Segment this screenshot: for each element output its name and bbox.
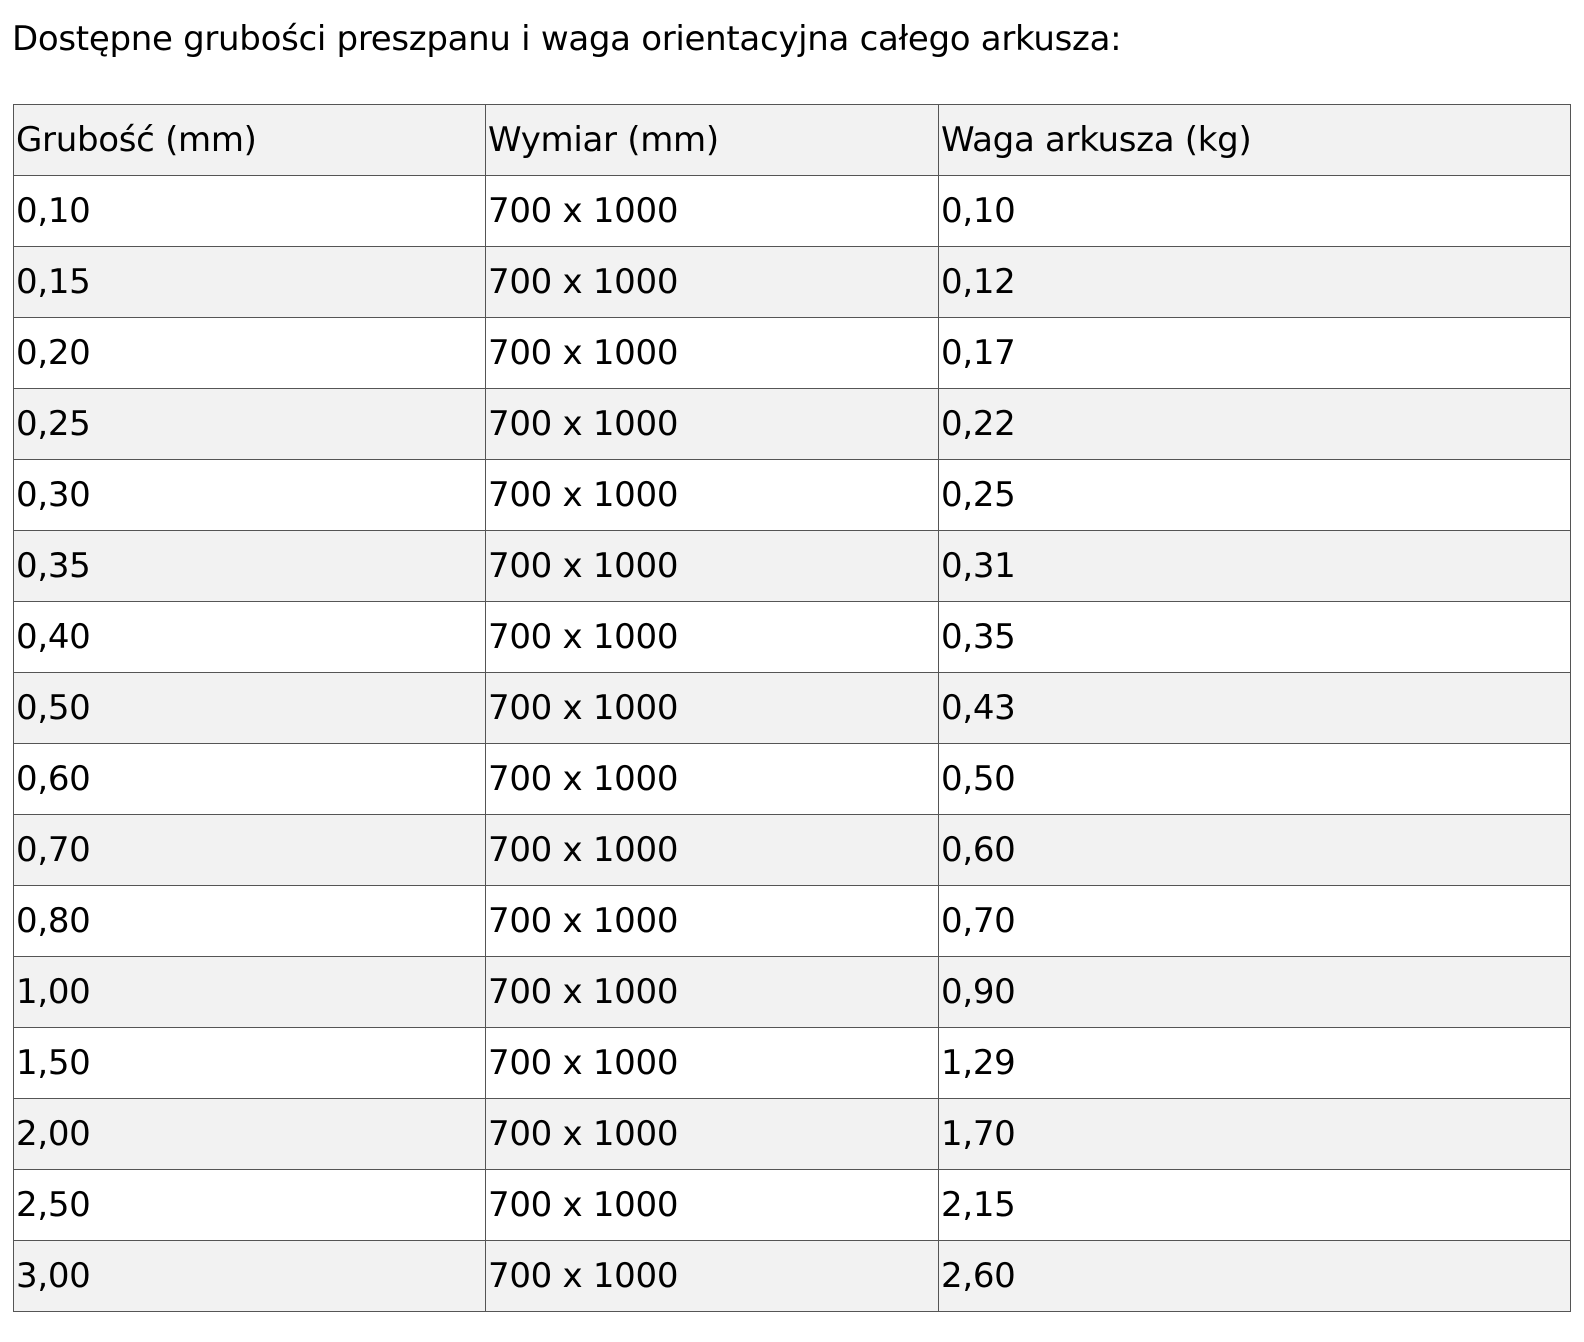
cell-thickness: 0,40 <box>14 602 486 673</box>
table-row <box>14 389 1571 460</box>
table-row <box>14 886 1571 957</box>
cell-thickness: 0,70 <box>14 815 486 886</box>
cell-thickness: 0,35 <box>14 531 486 602</box>
table-row <box>14 1028 1571 1099</box>
cell-weight: 0,10 <box>939 176 1571 247</box>
table-row <box>14 247 1571 318</box>
cell-thickness: 0,15 <box>14 247 486 318</box>
table-row <box>14 744 1571 815</box>
cell-weight: 2,60 <box>939 1241 1571 1312</box>
cell-thickness: 2,00 <box>14 1099 486 1170</box>
cell-weight: 0,35 <box>939 602 1571 673</box>
table-row <box>14 957 1571 1028</box>
cell-weight: 0,60 <box>939 815 1571 886</box>
cell-thickness: 3,00 <box>14 1241 486 1312</box>
cell-thickness: 0,25 <box>14 389 486 460</box>
cell-dimension: 700 x 1000 <box>486 1170 939 1241</box>
cell-weight: 0,43 <box>939 673 1571 744</box>
cell-thickness: 1,50 <box>14 1028 486 1099</box>
table-row <box>14 531 1571 602</box>
table-row <box>14 460 1571 531</box>
table-row <box>14 1099 1571 1170</box>
cell-dimension: 700 x 1000 <box>486 531 939 602</box>
table-row <box>14 1241 1571 1312</box>
cell-thickness: 0,50 <box>14 673 486 744</box>
header-thickness: Grubość (mm) <box>14 105 486 176</box>
cell-weight: 0,22 <box>939 389 1571 460</box>
cell-weight: 0,25 <box>939 460 1571 531</box>
cell-thickness: 0,20 <box>14 318 486 389</box>
cell-weight: 0,12 <box>939 247 1571 318</box>
intro-text: Dostępne grubości preszpanu i waga orientacyjna całego arkusza: <box>12 19 1122 59</box>
cell-dimension: 700 x 1000 <box>486 1099 939 1170</box>
cell-thickness: 0,60 <box>14 744 486 815</box>
cell-dimension: 700 x 1000 <box>486 602 939 673</box>
cell-dimension: 700 x 1000 <box>486 176 939 247</box>
cell-thickness: 2,50 <box>14 1170 486 1241</box>
cell-dimension: 700 x 1000 <box>486 460 939 531</box>
cell-dimension: 700 x 1000 <box>486 318 939 389</box>
cell-weight: 2,15 <box>939 1170 1571 1241</box>
cell-dimension: 700 x 1000 <box>486 673 939 744</box>
table-row <box>14 1170 1571 1241</box>
header-sheet-weight: Waga arkusza (kg) <box>939 105 1571 176</box>
cell-dimension: 700 x 1000 <box>486 389 939 460</box>
table-row <box>14 815 1571 886</box>
cell-dimension: 700 x 1000 <box>486 744 939 815</box>
cell-weight: 0,17 <box>939 318 1571 389</box>
cell-dimension: 700 x 1000 <box>486 815 939 886</box>
table-row <box>14 673 1571 744</box>
cell-weight: 1,29 <box>939 1028 1571 1099</box>
cell-weight: 1,70 <box>939 1099 1571 1170</box>
cell-weight: 0,31 <box>939 531 1571 602</box>
header-dimension: Wymiar (mm) <box>486 105 939 176</box>
cell-thickness: 0,30 <box>14 460 486 531</box>
cell-weight: 0,90 <box>939 957 1571 1028</box>
cell-thickness: 1,00 <box>14 957 486 1028</box>
cell-dimension: 700 x 1000 <box>486 247 939 318</box>
table-row <box>14 176 1571 247</box>
cell-dimension: 700 x 1000 <box>486 957 939 1028</box>
cell-thickness: 0,80 <box>14 886 486 957</box>
cell-dimension: 700 x 1000 <box>486 1241 939 1312</box>
table-header-row <box>14 105 1571 176</box>
cell-dimension: 700 x 1000 <box>486 1028 939 1099</box>
cell-weight: 0,50 <box>939 744 1571 815</box>
cell-thickness: 0,10 <box>14 176 486 247</box>
thickness-weight-table <box>13 104 1571 1312</box>
table-row <box>14 318 1571 389</box>
table-row <box>14 602 1571 673</box>
cell-weight: 0,70 <box>939 886 1571 957</box>
cell-dimension: 700 x 1000 <box>486 886 939 957</box>
